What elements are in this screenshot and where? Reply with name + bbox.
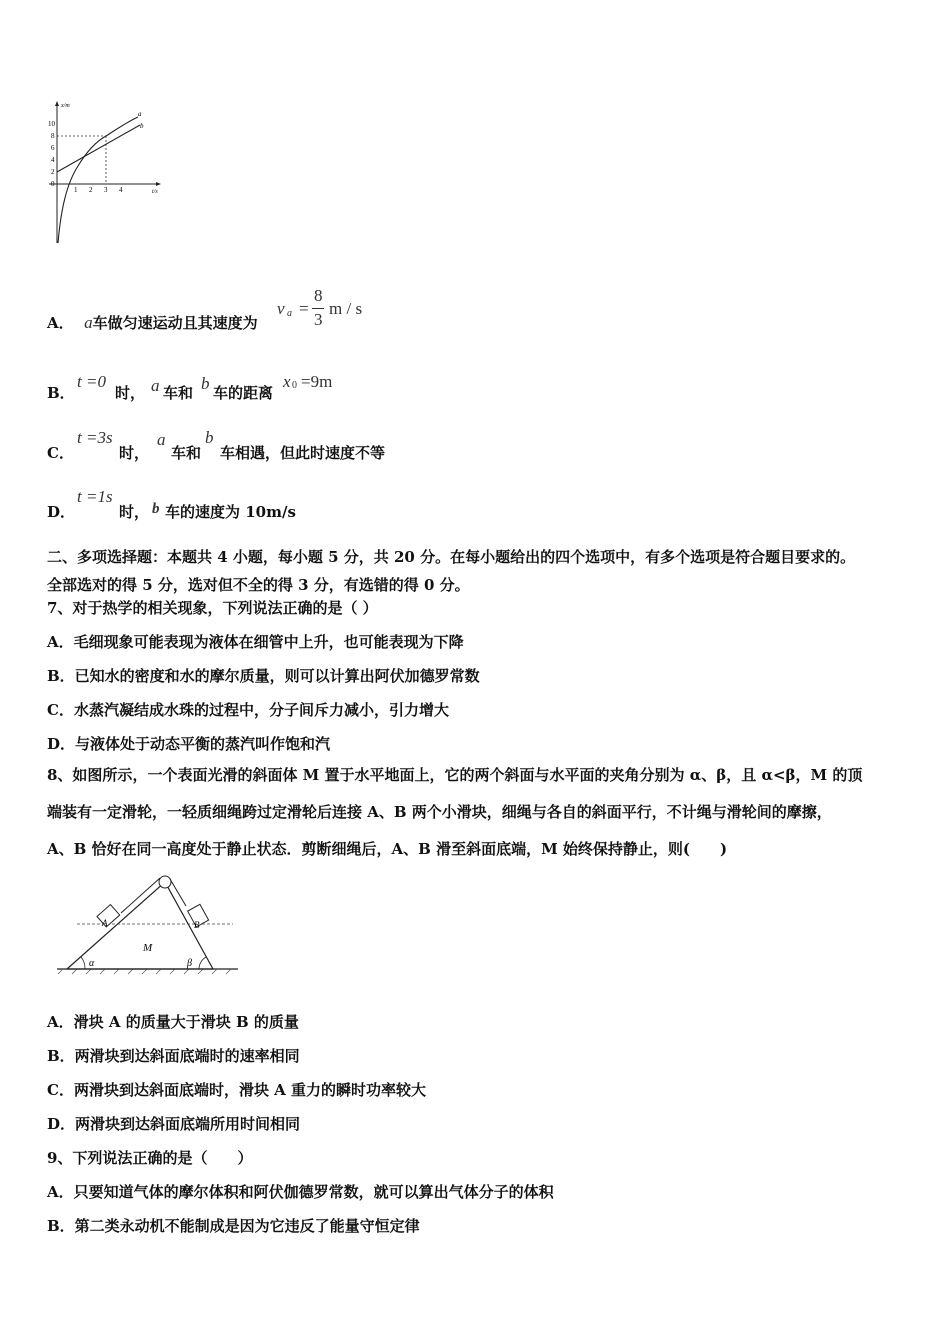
x-tick: 1 (74, 186, 78, 194)
fraction-bar (312, 308, 324, 309)
q8-stem: 8、如图所示，一个表面光滑的斜面体 M 置于水平地面上，它的两个斜面与水平面的夹角分别为 α、β，且 α<β，M 的顶 端装有一定滑轮，一轻质细绳跨过定滑轮后连接 A、B 两个小滑块，细绳与各自的斜面平行，不计绳与滑轮间的摩擦， A、B 恰好在同一高度处于静止状态．剪断细绳后，A、B 滑至斜面底端，M 始终保持静止，则( ) (47, 766, 863, 858)
q9-option-a: A．只要知道气体的摩尔体积和阿伏伽德罗常数，就可以算出气体分子的体积 (47, 1183, 554, 1201)
y-tick: 2 (51, 168, 55, 176)
rope-a (121, 878, 160, 913)
q7-option-c: C．水蒸汽凝结成水珠的过程中，分子间斥力减小，引力增大 (47, 701, 449, 719)
block-a (97, 905, 120, 927)
ground-hatch (58, 969, 231, 974)
label-b: B (194, 920, 200, 930)
x-axis-arrow (156, 182, 161, 186)
label-alpha: α (89, 958, 95, 969)
q9-option-b: B．第二类永动机不能制成是因为它违反了能量守恒定律 (47, 1217, 420, 1235)
x-axis-label: t/s (152, 189, 158, 195)
wedge-m (67, 882, 213, 969)
incline-diagram (55, 868, 240, 978)
x-tick: 2 (89, 186, 93, 194)
label-a: A (102, 918, 108, 928)
curve-b-label: b (140, 122, 144, 130)
q8-option-c: C．两滑块到达斜面底端时，滑块 A 重力的瞬时功率较大 (47, 1081, 427, 1099)
x-tick: 4 (119, 186, 123, 194)
q6-option-b: B． t =0 时， a 车和 b 车的距离 x 0 =9m (47, 372, 333, 402)
rope-b (170, 879, 186, 906)
q7-option-a: A．毛细现象可能表现为液体在细管中上升，也可能表现为下降 (47, 633, 464, 651)
q8-option-a: A．滑块 A 的质量大于滑块 B 的质量 (47, 1013, 299, 1031)
q8-option-d: D．两滑块到达斜面底端所用时间相同 (47, 1115, 301, 1133)
pulley (159, 876, 171, 888)
q6-option-c: C． t =3s 时， a 车和 b 车相遇，但此时速度不等 (47, 428, 386, 462)
xt-graph (45, 98, 170, 248)
y-axis-arrow (55, 101, 59, 106)
label-m: M (143, 942, 153, 954)
q7-option-d: D．与液体处于动态平衡的蒸汽叫作饱和汽 (47, 735, 331, 753)
label-beta: β (187, 958, 192, 969)
y-tick: 0 (51, 180, 55, 188)
q8-option-b: B．两滑块到达斜面底端时的速率相同 (47, 1047, 300, 1065)
q7-option-b: B．已知水的密度和水的摩尔质量，则可以计算出阿伏加德罗常数 (47, 667, 480, 685)
y-tick: 8 (51, 132, 55, 140)
x-tick: 3 (104, 186, 108, 194)
y-axis-label: x/m (61, 103, 70, 109)
curve-a-label: a (138, 110, 142, 118)
alpha-arc (81, 957, 85, 969)
y-tick: 10 (48, 120, 55, 128)
line-b (57, 125, 140, 172)
q6-option-a: A． a车做匀速运动且其速度为 v a = 8 3 m / s (47, 312, 258, 333)
q9-stem: 9、下列说法正确的是（ ） (47, 1149, 253, 1167)
q7-stem: 7、对于热学的相关现象，下列说法正确的是（ ） (47, 599, 378, 617)
q6-option-d: D． t =1s 时， b 车的速度为 10m/s (47, 487, 296, 521)
section-2-heading: 二、多项选择题：本题共 4 小题，每小题 5 分，共 20 分。在每小题给出的四个选项中，有多个选项是符合题目要求的。 全部选对的得 5 分，选对但不全的得 3 分，有选错的得 0 分。 (47, 548, 856, 594)
y-tick: 6 (51, 144, 55, 152)
y-tick: 4 (51, 156, 55, 164)
velocity-formula: v a = 8 3 m / s (277, 286, 363, 329)
beta-arc (199, 957, 206, 969)
